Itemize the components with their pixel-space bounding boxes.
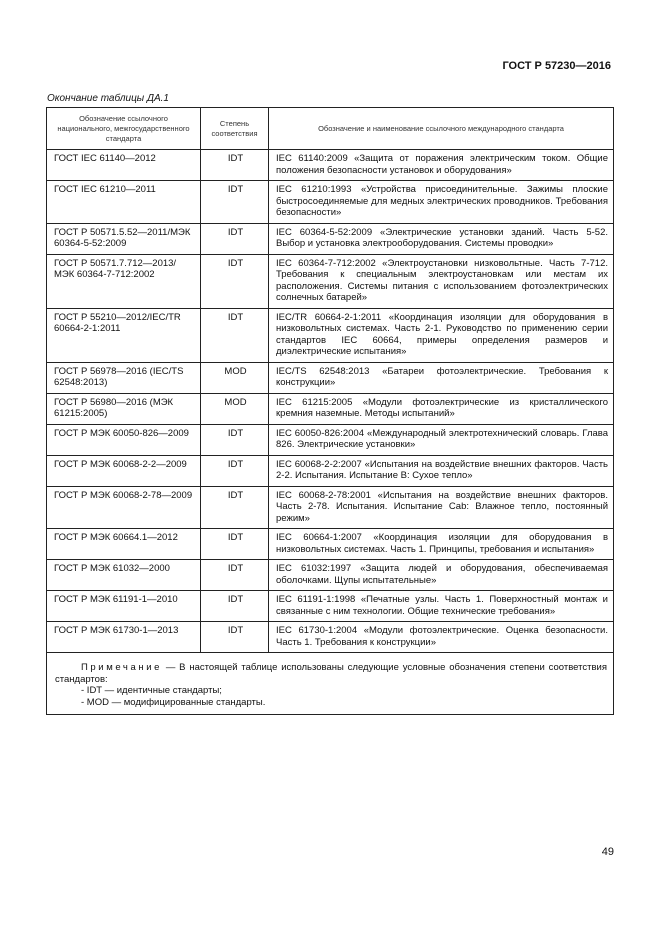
- degree-cell: IDT: [201, 560, 269, 591]
- table-row: [47, 308, 614, 362]
- degree-cell: IDT: [201, 223, 269, 254]
- international-standard-cell: IEC 61032:1997 «Защита людей и оборудования, обеспечиваемая оболочками. Щупы испытательные»: [269, 560, 614, 591]
- table-row: [47, 455, 614, 486]
- national-standard-cell: ГОСТ Р МЭК 60664.1—2012: [47, 529, 201, 560]
- international-standard-cell: IEC/TR 60664-2-1:2011 «Координация изоляции для оборудования в низковольтных системах. Часть 2-1. Руководство по применению серии стандартов IEC 60664, примеры определения размеров и диэлектрические испытания»: [269, 308, 614, 362]
- degree-cell: MOD: [201, 362, 269, 393]
- international-standard-cell: IEC 60664-1:2007 «Координация изоляции для оборудования в низковольтных системах. Часть 1. Принципы, требования и испытания»: [269, 529, 614, 560]
- table-row: [47, 424, 614, 455]
- national-standard-cell: ГОСТ Р 55210—2012/IEC/TR 60664-2-1:2011: [47, 308, 201, 362]
- note-label: Примечание: [81, 662, 162, 673]
- national-standard-cell: ГОСТ Р МЭК 60068-2-78—2009: [47, 486, 201, 529]
- degree-cell: IDT: [201, 308, 269, 362]
- degree-cell: IDT: [201, 254, 269, 308]
- national-standard-cell: ГОСТ Р МЭК 60050-826—2009: [47, 424, 201, 455]
- degree-cell: MOD: [201, 393, 269, 424]
- international-standard-cell: IEC 61730-1:2004 «Модули фотоэлектрические. Оценка безопасности. Часть 1. Требования к конструкции»: [269, 622, 614, 653]
- degree-cell: IDT: [201, 181, 269, 224]
- international-standard-cell: IEC 60068-2-2:2007 «Испытания на воздействие внешних факторов. Часть 2-2. Испытания. Испытание В: Сухое тепло»: [269, 455, 614, 486]
- national-standard-cell: ГОСТ Р МЭК 61730-1—2013: [47, 622, 201, 653]
- international-standard-cell: IEC 61140:2009 «Защита от поражения электрическим током. Общие положения безопасности установок и оборудования»: [269, 150, 614, 181]
- table-header-row: [47, 108, 614, 150]
- table-row: [47, 560, 614, 591]
- national-standard-cell: ГОСТ Р МЭК 61032—2000: [47, 560, 201, 591]
- international-standard-cell: IEC 60364-5-52:2009 «Электрические установки зданий. Часть 5-52. Выбор и установка электрооборудования. Системы проводки»: [269, 223, 614, 254]
- national-standard-cell: ГОСТ IEC 61140—2012: [47, 150, 201, 181]
- national-standard-cell: ГОСТ Р 56978—2016 (IEC/TS 62548:2013): [47, 362, 201, 393]
- degree-cell: IDT: [201, 622, 269, 653]
- national-standard-cell: ГОСТ Р 56980—2016 (МЭК 61215:2005): [47, 393, 201, 424]
- table-row: [47, 223, 614, 254]
- table-row: [47, 393, 614, 424]
- column-header-degree: Степень соответствия: [201, 108, 269, 150]
- note-item-mod: - MOD — модифицированные стандарты.: [81, 696, 266, 708]
- note-text: — В настоящей таблице использованы следующие условные обозначения степени соответствия стандартов:: [55, 662, 607, 685]
- table-caption: Окончание таблицы ДА.1: [47, 93, 169, 104]
- table-note: [47, 653, 614, 715]
- international-standard-cell: IEC 60050-826:2004 «Международный электротехнический словарь. Глава 826. Электрические установки»: [269, 424, 614, 455]
- table-row: [47, 181, 614, 224]
- page-number: 49: [601, 846, 614, 858]
- national-standard-cell: ГОСТ Р 50571.5.52—2011/МЭК 60364-5-52:2009: [47, 223, 201, 254]
- international-standard-cell: IEC 60068-2-78:2001 «Испытания на воздействие внешних факторов. Часть 2-78. Испытания. Испытание Cab: Влажное тепло, постоянный режим»: [269, 486, 614, 529]
- international-standard-cell: IEC 61215:2005 «Модули фотоэлектрические из кристаллического кремния наземные. Методы испытаний»: [269, 393, 614, 424]
- table-row: [47, 622, 614, 653]
- national-standard-cell: ГОСТ Р 50571.7.712—2013/ МЭК 60364-7-712:2002: [47, 254, 201, 308]
- international-standard-cell: IEC 61191-1:1998 «Печатные узлы. Часть 1. Поверхностный монтаж и связанные с ним технологии. Общие технические требования»: [269, 591, 614, 622]
- international-standard-cell: IEC 61210:1993 «Устройства присоединительные. Зажимы плоские быстросоединяемые для медных электрических проводников. Требования безопасности»: [269, 181, 614, 224]
- degree-cell: IDT: [201, 150, 269, 181]
- international-standard-cell: IEC/TS 62548:2013 «Батареи фотоэлектрические. Требования к конструкции»: [269, 362, 614, 393]
- note-item-idt: - IDT — идентичные стандарты;: [81, 685, 222, 696]
- column-header-international-standard: Обозначение и наименование ссылочного международного стандарта: [269, 108, 614, 150]
- table-row: [47, 362, 614, 393]
- document-code: ГОСТ Р 57230—2016: [502, 60, 611, 72]
- national-standard-cell: ГОСТ Р МЭК 61191-1—2010: [47, 591, 201, 622]
- table-body: [47, 150, 614, 653]
- degree-cell: IDT: [201, 591, 269, 622]
- note-intro: [55, 662, 607, 685]
- table-row: [47, 254, 614, 308]
- degree-cell: IDT: [201, 486, 269, 529]
- table-row: [47, 591, 614, 622]
- degree-cell: IDT: [201, 424, 269, 455]
- column-header-national-standard: Обозначение ссылочного национального, межгосударственного стандарта: [47, 108, 201, 150]
- table-row: [47, 150, 614, 181]
- international-standard-cell: IEC 60364-7-712:2002 «Электроустановки низковольтные. Часть 7-712. Требования к специальным электроустановкам или местам их расположения. Системы питания с использованием фотоэлектрических солнечных батарей»: [269, 254, 614, 308]
- table-row: [47, 529, 614, 560]
- table-row: [47, 486, 614, 529]
- national-standard-cell: ГОСТ IEC 61210—2011: [47, 181, 201, 224]
- table-note-row: [47, 653, 614, 715]
- degree-cell: IDT: [201, 529, 269, 560]
- national-standard-cell: ГОСТ Р МЭК 60068-2-2—2009: [47, 455, 201, 486]
- degree-cell: IDT: [201, 455, 269, 486]
- reference-standards-table: [46, 107, 614, 715]
